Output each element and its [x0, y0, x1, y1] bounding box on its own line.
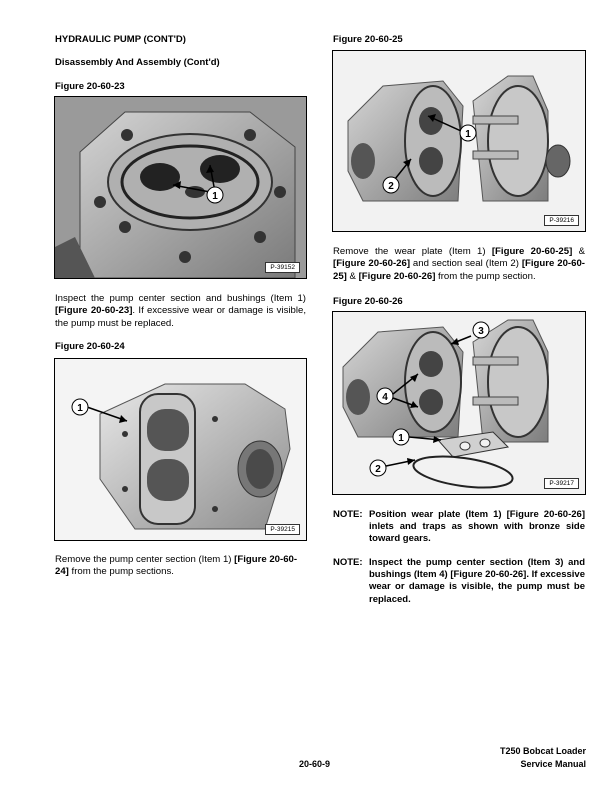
- callout-4: 4: [382, 392, 388, 403]
- note-label: NOTE:: [333, 509, 363, 520]
- callout-1: 1: [398, 433, 404, 444]
- footer-manual: Service Manual: [520, 759, 586, 769]
- paragraph-inspect-center: Inspect the pump center section and bushings (Item 1) [Figure 20-60-23]. If excessive wear or damage is visible, the pump must be replaced.: [55, 293, 306, 329]
- pump-sections-photo: [55, 359, 306, 540]
- photo-id-39215: P-39215: [265, 524, 300, 535]
- note-label: NOTE:: [333, 557, 363, 568]
- wear-plate-photo: [333, 51, 585, 231]
- note-text: Position wear plate (Item 1) [Figure 20-60-26] inlets and traps as shown with bronze side toward gears.: [369, 509, 585, 545]
- photo-id-39216: P-39216: [544, 215, 579, 226]
- pump-center-section-photo: [55, 97, 306, 278]
- callout-3: 3: [478, 326, 484, 337]
- figure-20-60-23: [54, 96, 307, 279]
- callout-2: 2: [375, 464, 381, 475]
- paragraph-remove-center: Remove the pump center section (Item 1) [Figure 20-60-24] from the pump sections.: [55, 554, 298, 578]
- note-text: Inspect the pump center section (Item 3) and bushings (Item 4) [Figure 20-60-26]. If excessive wear or damage is visible, the pump must be replaced.: [369, 557, 585, 605]
- callout-1: 1: [212, 191, 218, 202]
- section-title: HYDRAULIC PUMP (CONT'D): [55, 34, 186, 45]
- figure-20-60-25: [332, 50, 586, 232]
- footer-model: T250 Bobcat Loader: [499, 746, 586, 756]
- page-number: 20-60-9: [299, 759, 331, 769]
- callout-1: 1: [77, 403, 83, 414]
- note-inspect-center: [333, 557, 585, 609]
- figure-caption-23: Figure 20-60-23: [55, 81, 125, 92]
- note-position-wear-plate: [333, 509, 585, 549]
- figure-20-60-24: [54, 358, 307, 541]
- wear-plate-seal-photo: [333, 312, 585, 494]
- figure-caption-25: Figure 20-60-25: [333, 34, 403, 45]
- callout-2: 2: [388, 181, 394, 192]
- figure-caption-24: Figure 20-60-24: [55, 341, 125, 352]
- callout-1: 1: [465, 129, 471, 140]
- photo-id-39217: P-39217: [544, 478, 579, 489]
- photo-id-39152: P-39152: [265, 262, 300, 273]
- subsection-title: Disassembly And Assembly (Cont'd): [55, 57, 220, 68]
- paragraph-remove-wear-plate: Remove the wear plate (Item 1) [Figure 20-60-25] & [Figure 20-60-26] and section seal (Item 2) [Figure 20-60-25] & [Figure 20-60-26] from the pump section.: [333, 246, 585, 282]
- figure-20-60-26: [332, 311, 586, 495]
- figure-caption-26: Figure 20-60-26: [333, 296, 403, 307]
